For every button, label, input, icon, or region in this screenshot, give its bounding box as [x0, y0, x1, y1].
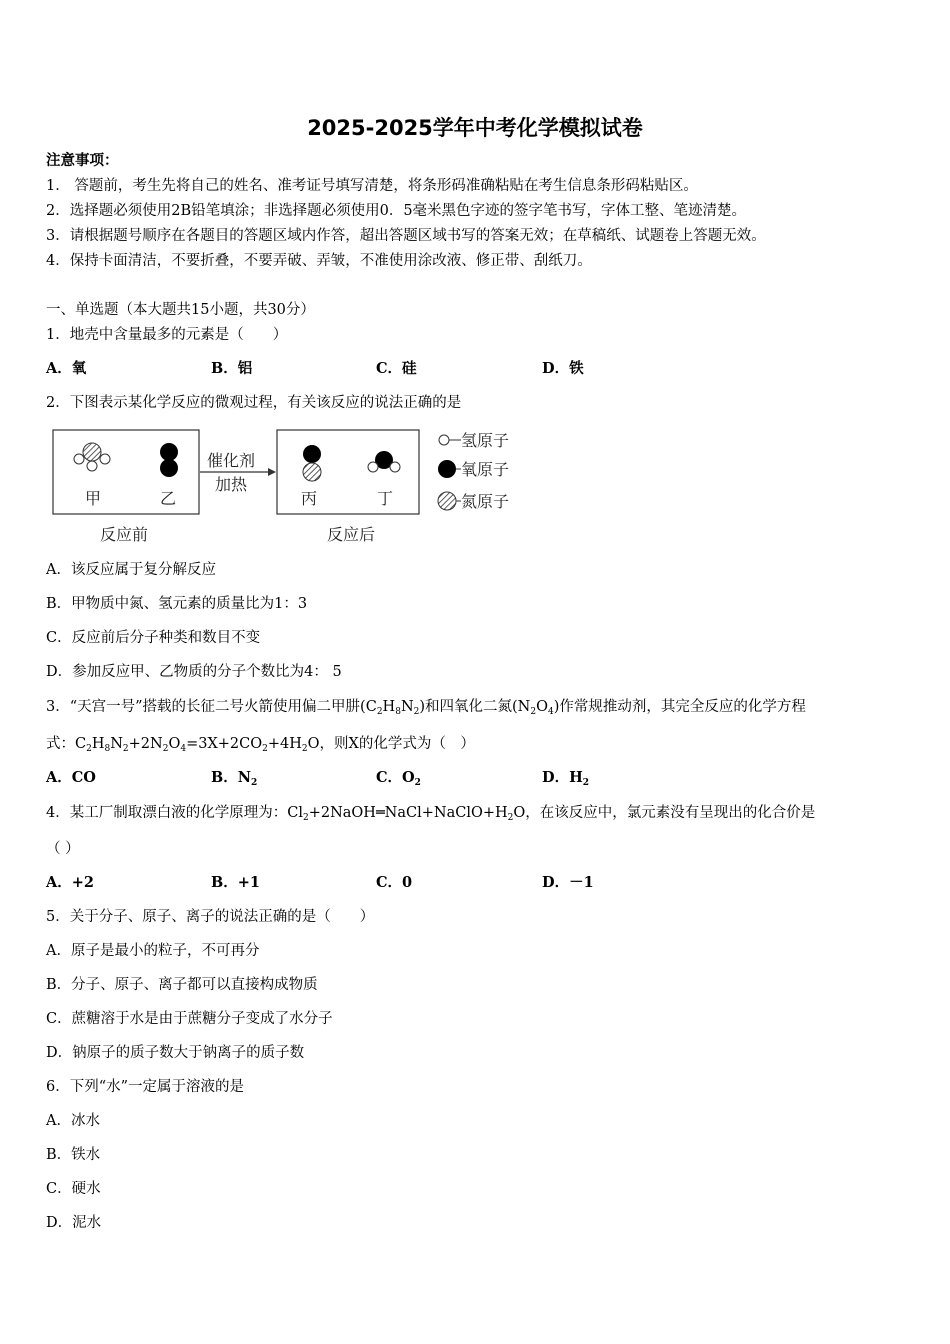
label-yi: 乙	[160, 489, 177, 508]
section-heading: 一、单选题（本大题共15小题，共30分）	[46, 302, 315, 318]
q3-option-c: C．$O_2$	[376, 769, 421, 788]
label-before: 反应前	[100, 525, 149, 544]
label-heat: 加热	[215, 475, 248, 494]
q3-stem-line1: 3．“天宫一号”搭载的长征二号火箭使用偏二甲肼$(C_2H_8N_2)$和四氧化二氮$(N_2O_4)$作常规推动剂，其完全反应的化学方程	[46, 699, 806, 717]
label-after: 反应后	[327, 525, 376, 544]
q4-options	[46, 873, 906, 893]
q5-stem: 5．关于分子、原子、离子的说法正确的是（ ）	[46, 909, 375, 925]
reaction-diagram-svg	[50, 422, 550, 552]
legend-nitrogen-atom	[438, 492, 456, 510]
notice-item-4: 4．保持卡面清洁，不要折叠，不要弄破、弄皱，不准使用涂改液、修正带、刮纸刀。	[46, 253, 592, 269]
q6-option-d: D．泥水	[46, 1215, 102, 1231]
q6-option-c: C．硬水	[46, 1181, 101, 1197]
q5-option-b: B．分子、原子、离子都可以直接构成物质	[46, 977, 318, 993]
yi-oxygen-atom-1	[160, 443, 178, 461]
q1-stem: 1．地壳中含量最多的元素是（ ）	[46, 327, 288, 343]
notice-item-2: 2．选择题必须使用2B铅笔填涂；非选择题必须使用0．5毫米黑色字迹的签字笔书写，字体工整、笔迹清楚。	[46, 203, 747, 219]
q5-option-d: D．钠原子的质子数大于钠离子的质子数	[46, 1045, 305, 1061]
reaction-diagram	[50, 422, 550, 552]
legend-oxygen-label: 氧原子	[461, 460, 510, 479]
q4-stem-line2: （ ）	[46, 841, 80, 857]
notice-item-1: 1． 答题前，考生先将自己的姓名、准考证号填写清楚，将条形码准确粘贴在考生信息条形码粘贴区。	[46, 178, 698, 194]
q4-option-c: C．0	[376, 874, 413, 891]
after-box	[277, 430, 419, 514]
label-catalyst: 催化剂	[207, 451, 256, 470]
reaction-arrow-head	[268, 468, 276, 476]
label-bing: 丙	[301, 489, 318, 508]
q3-option-a: A．CO	[46, 769, 96, 786]
ding-hydrogen-atom-2	[390, 462, 400, 472]
q1-option-d: D．铁	[542, 360, 584, 377]
q5-option-a: A．原子是最小的粒子，不可再分	[46, 943, 260, 959]
legend-oxygen-atom	[438, 460, 456, 478]
q4-option-a: A．+2	[46, 874, 94, 891]
q1-option-b: B．铝	[211, 360, 253, 377]
q3-options	[46, 768, 906, 788]
q1-options	[46, 359, 906, 379]
label-ding: 丁	[377, 489, 394, 508]
q2-option-a: A．该反应属于复分解反应	[46, 562, 216, 578]
q3-stem-line2: 式：$C_2H_8N_2+2N_2O_4=3X+2CO_2+4H_2O$，则X的化学式为（ ）	[46, 736, 475, 754]
q4-stem-line1: 4．某工厂制取漂白液的化学原理为：$Cl_2+2NaOH═NaCl+NaClO+H_2O$，在该反应中，氯元素没有呈现出的化合价是	[46, 805, 816, 823]
q6-option-a: A．冰水	[46, 1113, 100, 1129]
legend-hydrogen-atom	[439, 435, 449, 445]
q6-option-b: B．铁水	[46, 1147, 101, 1163]
jia-nitrogen-atom	[83, 443, 101, 461]
q2-option-c: C．反应前后分子种类和数目不变	[46, 630, 261, 646]
ding-hydrogen-atom-1	[368, 462, 378, 472]
bing-oxygen-atom	[303, 445, 321, 463]
jia-hydrogen-atom-1	[74, 454, 84, 464]
q3-option-d: D．$H_2$	[542, 769, 590, 788]
q4-option-d: D．－1	[542, 874, 594, 891]
jia-hydrogen-atom-2	[100, 454, 110, 464]
q2-option-b: B．甲物质中氮、氢元素的质量比为1：3	[46, 596, 308, 612]
before-box	[53, 430, 199, 514]
q1-option-c: C．硅	[376, 360, 417, 377]
legend-nitrogen-label: 氮原子	[461, 492, 510, 511]
notice-item-3: 3．请根据题号顺序在各题目的答题区域内作答，超出答题区域书写的答案无效；在草稿纸、试题卷上答题无效。	[46, 228, 766, 244]
yi-oxygen-atom-2	[160, 459, 178, 477]
jia-hydrogen-atom-3	[87, 461, 97, 471]
legend-hydrogen-label: 氢原子	[461, 431, 510, 450]
q3-option-b: B．$N_2$	[211, 769, 258, 788]
q5-option-c: C．蔗糖溶于水是由于蔗糖分子变成了水分子	[46, 1011, 333, 1027]
q6-stem: 6．下列“水”一定属于溶液的是	[46, 1079, 245, 1095]
exam-title: 2025-2025学年中考化学模拟试卷	[307, 116, 643, 140]
bing-nitrogen-atom	[303, 463, 321, 481]
q2-option-d: D．参加反应甲、乙物质的分子个数比为4： 5	[46, 664, 342, 680]
notice-heading: 注意事项：	[46, 152, 119, 169]
q2-stem: 2．下图表示某化学反应的微观过程，有关该反应的说法正确的是	[46, 395, 462, 411]
label-jia: 甲	[85, 489, 102, 508]
q1-option-a: A．氧	[46, 360, 87, 377]
q4-option-b: B．+1	[211, 874, 260, 891]
